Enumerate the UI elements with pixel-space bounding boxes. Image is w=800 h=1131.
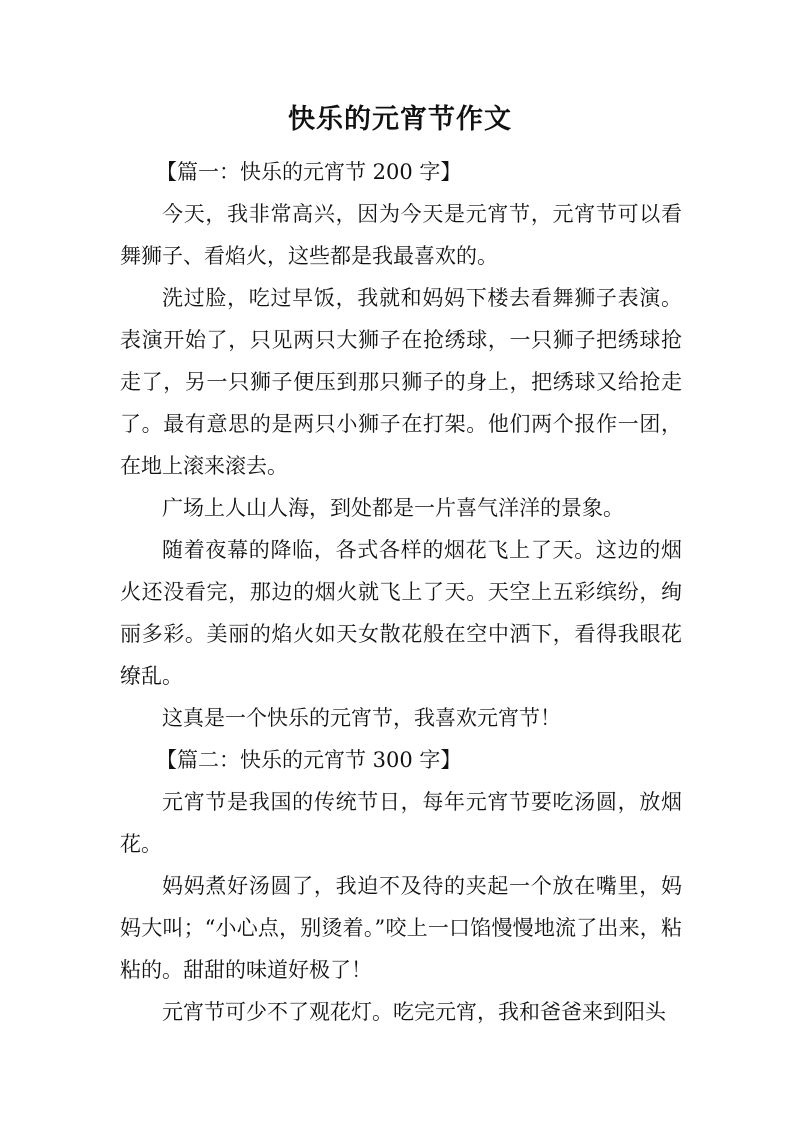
document-title: 快乐的元宵节作文 — [288, 104, 512, 135]
paragraph: 这真是一个快乐的元宵节，我喜欢元宵节！ — [162, 706, 561, 730]
section-heading-1: 【篇一：快乐的元宵节 200 字】 — [156, 160, 462, 184]
paragraph: 今天，我非常高兴，因为今天是元宵节，元宵节可以看舞狮子、看焰火，这些都是我最喜欢的。 — [120, 202, 682, 268]
paragraph: 随着夜幕的降临，各式各样的烟花飞上了天。这边的烟火还没看完，那边的烟火就飞上了天。天空上五彩缤纷，绚丽多彩。美丽的焰火如天女散花般在空中洒下，看得我眼花缭乱。 — [120, 538, 682, 688]
section-heading-2: 【篇二：快乐的元宵节 300 字】 — [156, 748, 462, 772]
document-body — [120, 151, 682, 1033]
paragraph: 妈妈煮好汤圆了，我迫不及待的夹起一个放在嘴里，妈妈大叫；“小心点，别烫着。”咬上一口馅慢慢地流了出来，粘粘的。甜甜的味道好极了！ — [120, 874, 682, 982]
paragraph: 洗过脸，吃过早饭，我就和妈妈下楼去看舞狮子表演。表演开始了，只见两只大狮子在抢绣球，一只狮子把绣球抢走了，另一只狮子便压到那只狮子的身上，把绣球又给抢走了。最有意思的是两只小狮子在打架。他们两个报作一团，在地上滚来滚去。 — [120, 286, 682, 478]
paragraph: 元宵节是我国的传统节日，每年元宵节要吃汤圆，放烟花。 — [120, 790, 682, 856]
paragraph: 元宵节可少不了观花灯。吃完元宵，我和爸爸来到阳头 — [162, 1000, 666, 1024]
paragraph: 广场上人山人海，到处都是一片喜气洋洋的景象。 — [162, 496, 624, 520]
